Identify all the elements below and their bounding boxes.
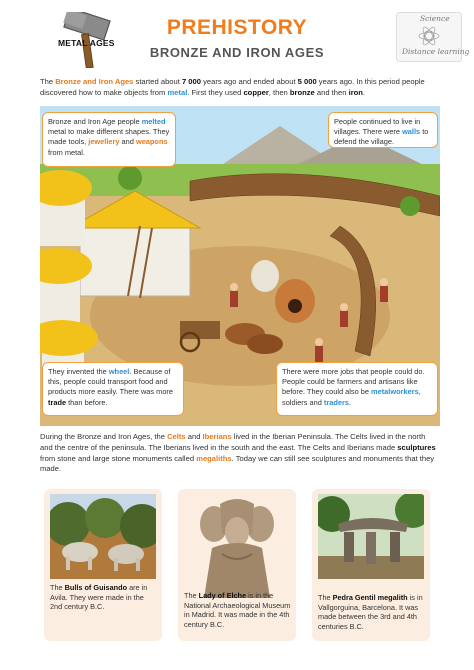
logo-science-text: Science (420, 14, 450, 23)
intro-paragraph: The Bronze and Iron Ages started about 7 000 years ago and ended about 5 000 years ago. In this period people discovered how to make objects from metal. First they used copper, then bronze and then iron. (40, 77, 425, 97)
lady-of-elche-photo (184, 494, 290, 598)
card-caption: The Pedra Gentil megalith is in Vallgorguina, Barcelona. It was made between the 3rd and 4th centuries B.C. (318, 593, 423, 631)
card-bulls-of-guisando (44, 489, 162, 641)
logo-distance-text: Distance learning (402, 47, 470, 56)
metal-ages-badge: METAL AGES (58, 38, 115, 48)
keyword: Bronze and Iron Ages (55, 77, 134, 86)
callout-villages: People continued to live in villages. There were walls to defend the village. (328, 112, 438, 148)
keyword: metal (167, 88, 188, 97)
page-subtitle: BRONZE AND IRON AGES (149, 45, 325, 60)
card-lady-of-elche (178, 489, 296, 641)
card-pedra-gentil (312, 489, 430, 641)
callout-wheel: They invented the wheel. Because of this, people could transport food and products more easily. There was more trade than before. (42, 362, 184, 416)
card-caption: The Bulls of Guisando are in Avila. They were made in the 2nd century B.C. (50, 583, 148, 612)
bulls-photo (50, 494, 156, 579)
megalith-photo (318, 494, 424, 579)
card-caption: The Lady of Elche is in the National Archaeological Museum in Madrid. It was made in the 4th century B.C. (184, 591, 291, 629)
page-title: PREHISTORY (166, 16, 308, 39)
callout-jobs: There were more jobs that people could do. People could be farmers and artisans like before. They could also be metalworkers, soldiers and traders. (276, 362, 438, 416)
celts-iberians-paragraph: During the Bronze and Iron Ages, the Celts and Iberians lived in the Iberian Peninsula. The Celts lived in the north and the centre of the peninsula. The Iberians lived in the south and the east. The Celts and Iberians made sculptures from stone and large stone monuments called megaliths. Today we can still see sculptures and monuments that they made. (40, 432, 436, 474)
callout-metalwork: Bronze and Iron Age people melted metal to make different shapes. They made tools, jewellery and weapons from metal. (42, 112, 176, 167)
